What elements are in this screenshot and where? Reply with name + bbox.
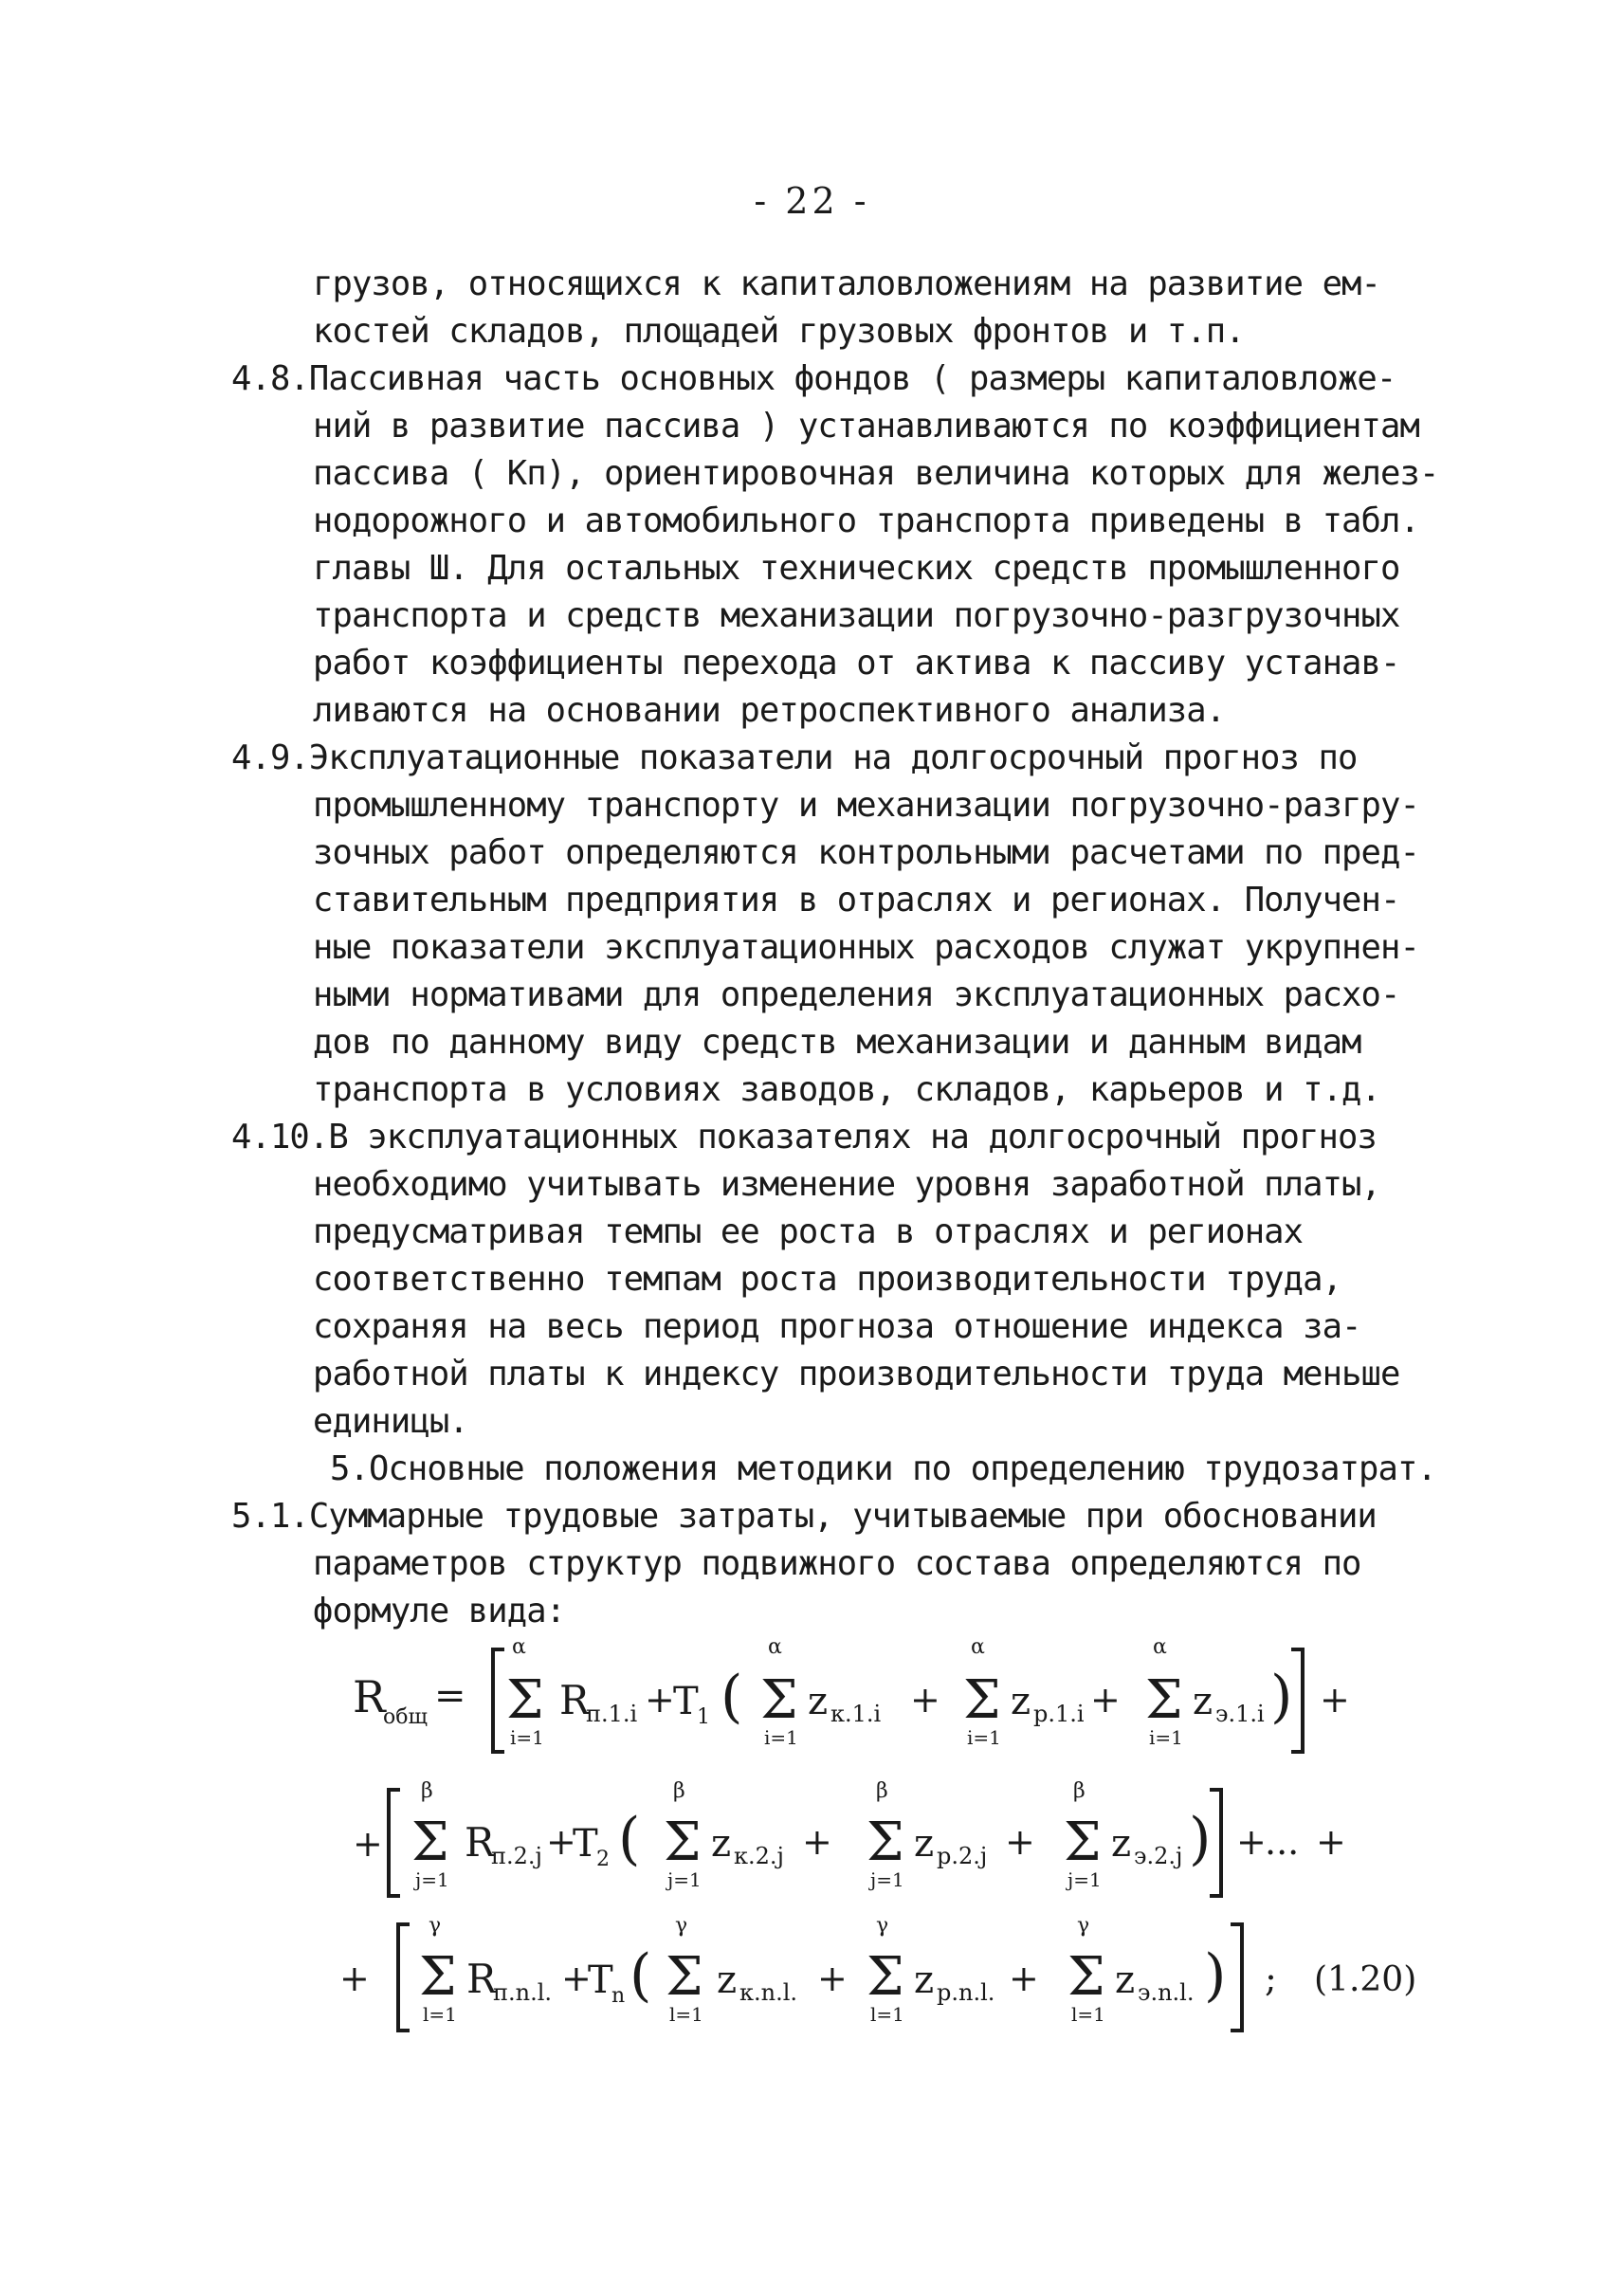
svg-text:+: +: [339, 1958, 370, 1999]
svg-text:э.1.i: э.1.i: [1215, 1701, 1265, 1727]
text-line: ний в развитие пассива ) устанавливаются по коэффициентам: [313, 407, 1419, 446]
svg-text:α: α: [512, 1635, 526, 1659]
text-line: нодорожного и автомобильного транспорта приведены в табл.: [313, 501, 1419, 540]
svg-text:Σ: Σ: [1145, 1669, 1183, 1731]
svg-text:к.1.i: к.1.i: [830, 1701, 882, 1727]
svg-text:...: ...: [1265, 1821, 1300, 1863]
svg-text:п.n.l.: п.n.l.: [493, 1979, 553, 2006]
svg-text:+: +: [1009, 1958, 1039, 1999]
svg-text:γ: γ: [429, 1914, 442, 1938]
svg-text:l=1: l=1: [1071, 2003, 1105, 2026]
text-line: транспорта в условиях заводов, складов, карьеров и т.д.: [313, 1070, 1381, 1109]
svg-text:+: +: [910, 1679, 940, 1721]
svg-text:z: z: [914, 1822, 935, 1866]
svg-text:R: R: [353, 1671, 386, 1722]
svg-text:R: R: [466, 1956, 497, 2002]
text-line: дов по данному виду средств механизации и данным видам: [313, 1023, 1361, 1062]
svg-text:Σ: Σ: [1064, 1812, 1102, 1873]
svg-text:α: α: [971, 1635, 985, 1659]
svg-text:γ: γ: [675, 1914, 688, 1938]
svg-text:T: T: [573, 1822, 598, 1866]
svg-text:R: R: [465, 1819, 495, 1866]
svg-text:э.n.l.: э.n.l.: [1138, 1979, 1195, 2006]
svg-text:р.n.l.: р.n.l.: [937, 1979, 995, 2006]
svg-text:+: +: [1090, 1679, 1121, 1721]
svg-text:β: β: [876, 1779, 888, 1803]
svg-text:i=1: i=1: [1149, 1726, 1183, 1749]
svg-text:i=1: i=1: [510, 1726, 544, 1749]
text-line: необходимо учитывать изменение уровня заработной платы,: [313, 1165, 1381, 1204]
svg-text:β: β: [673, 1779, 685, 1803]
text-line: сохраняя на весь период прогноза отношение индекса за-: [313, 1307, 1361, 1346]
svg-text:(: (: [721, 1664, 743, 1730]
svg-text:+: +: [802, 1821, 832, 1863]
svg-text:Σ: Σ: [963, 1669, 1001, 1731]
svg-text:z: z: [914, 1958, 935, 2002]
svg-text:общ: общ: [383, 1705, 428, 1729]
paragraph-4-8-first-line: 4.8.Пассивная часть основных фондов ( размеры капиталовложе-: [231, 359, 1396, 398]
svg-text:j=1: j=1: [667, 1868, 702, 1891]
section-5-heading: 5.Основные положения методики по определению трудозатрат.: [330, 1449, 1436, 1488]
text-line: главы Ш. Для остальных технических средств промышленного: [313, 549, 1400, 588]
svg-text:n: n: [611, 1984, 626, 2008]
svg-text:р.2.j: р.2.j: [937, 1843, 988, 1869]
svg-text:): ): [1189, 1806, 1212, 1872]
paragraph-4-9-first-line: 4.9.Эксплуатационные показатели на долгосрочный прогноз по: [231, 738, 1358, 777]
svg-text:α: α: [1153, 1635, 1167, 1659]
svg-text:(: (: [630, 1942, 652, 2009]
svg-text:+: +: [1316, 1821, 1346, 1863]
paragraph-5-1-first-line: 5.1.Суммарные трудовые затраты, учитываемые при обосновании: [231, 1497, 1377, 1536]
svg-text:α: α: [768, 1635, 782, 1659]
svg-text:Σ: Σ: [419, 1946, 457, 2008]
text-line: костей складов, площадей грузовых фронтов и т.п.: [313, 312, 1245, 351]
svg-text:β: β: [421, 1779, 433, 1803]
svg-text:j=1: j=1: [415, 1868, 449, 1891]
svg-text:+: +: [561, 1958, 592, 1999]
svg-text:i=1: i=1: [967, 1726, 1001, 1749]
svg-text:Σ: Σ: [666, 1946, 703, 2008]
text-line: предусматривая темпы ее роста в отраслях и регионах: [313, 1212, 1304, 1251]
svg-text:z: z: [717, 1958, 738, 2002]
svg-text:Σ: Σ: [1067, 1946, 1105, 2008]
svg-text:+: +: [353, 1823, 383, 1865]
svg-text:р.1.i: р.1.i: [1033, 1701, 1085, 1727]
svg-text:п.2.j: п.2.j: [491, 1843, 542, 1869]
svg-text:+: +: [1005, 1821, 1035, 1863]
svg-text:): ): [1204, 1942, 1227, 2009]
text-line: параметров структур подвижного состава определяются по: [313, 1544, 1361, 1583]
svg-text:l=1: l=1: [870, 2003, 904, 2026]
svg-text:Σ: Σ: [664, 1812, 702, 1873]
svg-text:j=1: j=1: [1067, 1868, 1102, 1891]
svg-text:1: 1: [697, 1705, 710, 1729]
text-line: работ коэффициенты перехода от актива к пассиву устанав-: [313, 644, 1400, 683]
svg-text:Σ: Σ: [411, 1812, 449, 1873]
text-line: грузов, относящихся к капиталовложениям на развитие ем-: [313, 264, 1381, 303]
svg-text:i=1: i=1: [764, 1726, 798, 1749]
svg-text:+: +: [546, 1821, 576, 1863]
text-line: ливаются на основании ретроспективного анализа.: [313, 691, 1226, 730]
svg-text:п.1.i: п.1.i: [586, 1701, 638, 1727]
svg-text:z: z: [1193, 1680, 1213, 1723]
text-line: зочных работ определяются контрольными расчетами по пред-: [313, 833, 1419, 872]
svg-text:z: z: [711, 1822, 732, 1866]
svg-text:к.n.l.: к.n.l.: [739, 1979, 798, 2006]
svg-text:R: R: [559, 1677, 590, 1723]
text-line: ные показатели эксплуатационных расходов служат укрупнен-: [313, 928, 1419, 967]
svg-text:γ: γ: [876, 1914, 889, 1938]
svg-text:Σ: Σ: [506, 1669, 544, 1731]
svg-text:γ: γ: [1077, 1914, 1090, 1938]
text-line: формуле вида:: [313, 1592, 566, 1630]
text-line: единицы.: [313, 1402, 468, 1441]
svg-text:+: +: [1236, 1821, 1267, 1863]
svg-text:+: +: [1320, 1679, 1350, 1721]
text-line: работной платы к индексу производительности труда меньше: [313, 1355, 1400, 1393]
svg-text:=: =: [434, 1674, 466, 1718]
svg-text:z: z: [1115, 1958, 1136, 2002]
svg-text:к.2.j: к.2.j: [734, 1843, 784, 1869]
svg-text:z: z: [1011, 1680, 1031, 1723]
svg-text:Σ: Σ: [867, 1946, 904, 2008]
svg-text:j=1: j=1: [870, 1868, 904, 1891]
svg-text:β: β: [1073, 1779, 1086, 1803]
svg-text:э.2.j: э.2.j: [1134, 1843, 1183, 1869]
svg-text:Σ: Σ: [867, 1812, 904, 1873]
svg-text:z: z: [1111, 1822, 1132, 1866]
text-line: ставительным предприятия в отраслях и регионах. Получен-: [313, 881, 1400, 920]
page-number: - 22 -: [754, 180, 870, 222]
svg-text:+: +: [645, 1679, 675, 1721]
svg-text:;: ;: [1265, 1958, 1277, 1999]
svg-text:2: 2: [596, 1848, 610, 1871]
svg-text:T: T: [588, 1958, 613, 2002]
formula-number: (1.20): [1314, 1960, 1417, 1999]
svg-text:z: z: [808, 1680, 829, 1723]
text-line: промышленному транспорту и механизации погрузочно-разгру-: [313, 786, 1419, 825]
text-line: транспорта и средств механизации погрузочно-разгрузочных: [313, 596, 1400, 635]
svg-text:): ): [1270, 1664, 1293, 1730]
text-line: пассива ( Кп), ориентировочная величина которых для желез-: [313, 454, 1439, 493]
svg-text:l=1: l=1: [423, 2003, 457, 2026]
svg-text:T: T: [673, 1680, 699, 1723]
svg-text:Σ: Σ: [760, 1669, 798, 1731]
paragraph-4-10-first-line: 4.10.В эксплуатационных показателях на долгосрочный прогноз: [231, 1118, 1377, 1157]
svg-text:+: +: [817, 1958, 848, 1999]
text-line: соответственно темпам роста производительности труда,: [313, 1260, 1342, 1299]
text-line: ными нормативами для определения эксплуатационных расхо-: [313, 975, 1400, 1014]
svg-text:l=1: l=1: [669, 2003, 703, 2026]
svg-text:(: (: [618, 1806, 641, 1872]
